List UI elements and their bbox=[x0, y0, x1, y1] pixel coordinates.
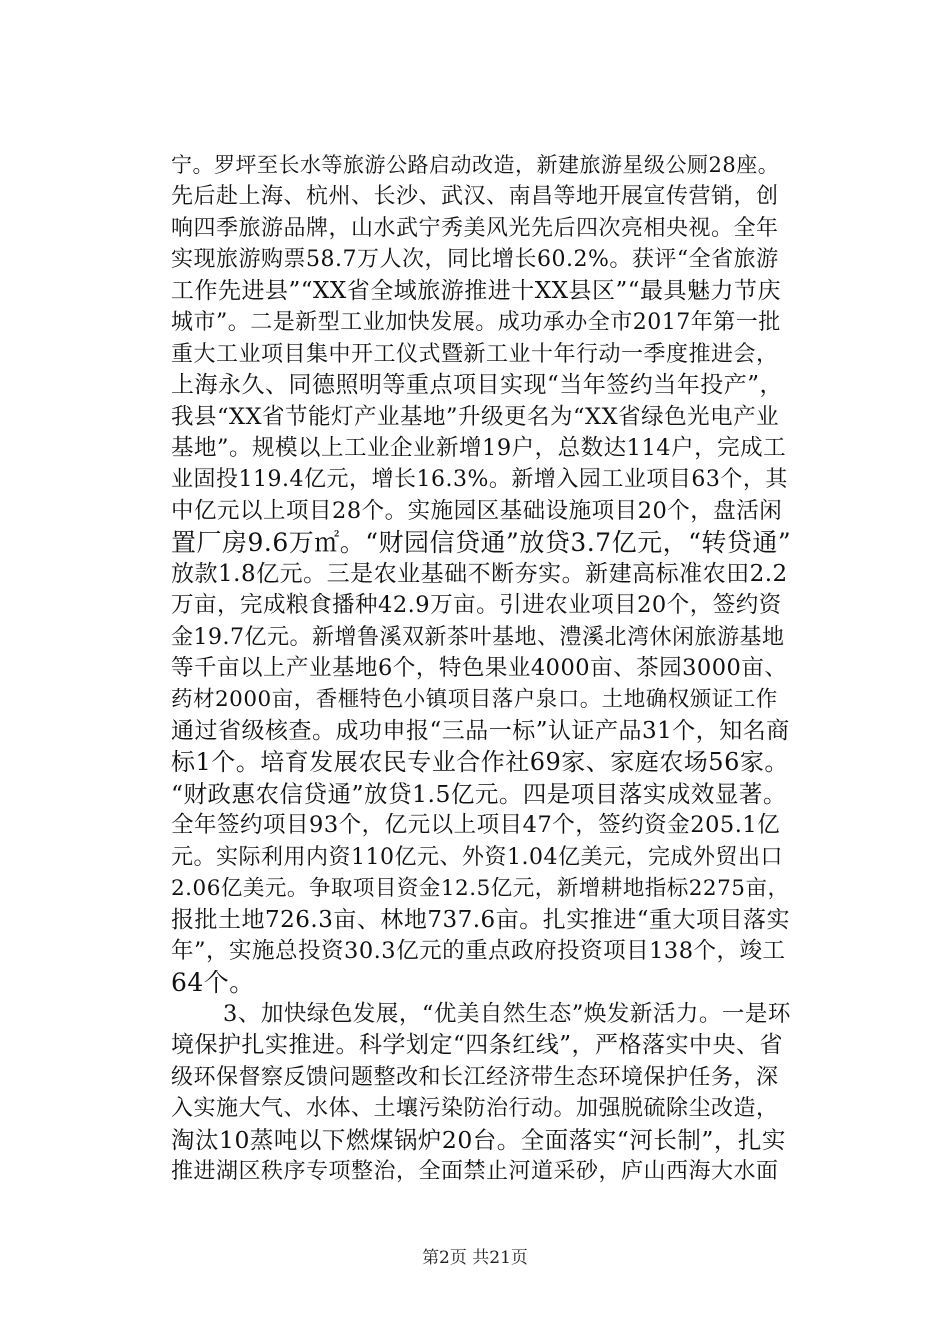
text-line: 放款1.8亿元。三是农业基础不断夯实。新建高标准农田2.2 bbox=[171, 560, 788, 587]
text-line: 标1个。培育发展农民专业合作社69家、家庭农场56家。 bbox=[171, 748, 789, 777]
text-line: 工作先进县”“XX省全域旅游推进十XX县区”“最具魅力节庆 bbox=[171, 277, 782, 304]
text-line: 3、加快绿色发展，“优美自然生态”焕发新活力。一是环 bbox=[223, 1000, 791, 1027]
text-line: 2.06亿美元。争取项目资金12.5亿元，新增耕地指标2275亩， bbox=[171, 876, 790, 902]
text-line: 宁。罗坪至长水等旅游公路启动改造，新建旅游星级公厕28座。 bbox=[171, 153, 780, 177]
text-line: 淘汰10蒸吨以下燃煤锅炉20台。全面落实“河长制”，扎实 bbox=[171, 1125, 786, 1154]
text-line: 年”，实施总投资30.3亿元的重点政府投资项目138个，竣工 bbox=[171, 937, 786, 964]
text-line: 金19.7亿元。新增鲁溪双新茶叶基地、澧溪北湾休闲旅游基地 bbox=[171, 624, 785, 650]
text-line: 万亩，完成粮食播种42.9万亩。引进农业项目20个，签约资 bbox=[171, 592, 782, 619]
text-line: 中亿元以上项目28个。实施园区基础设施项目20个，盘活闲 bbox=[171, 497, 783, 524]
text-line: 级环保督察反馈问题整改和长江经济带生态环境保护任务，深 bbox=[171, 1064, 779, 1090]
text-line: 药材2000亩，香榧特色小镇项目落户泉口。土地确权颁证工作 bbox=[171, 687, 778, 713]
text-line: “财政惠农信贷通”放贷1.5亿元。四是项目落实成效显著。 bbox=[171, 779, 787, 808]
text-line: 上海永久、同德照明等重点项目实现“当年签约当年投产”， bbox=[171, 372, 784, 399]
text-line: 元。实际利用内资110亿元、外资1.04亿美元，完成外贸出口 bbox=[171, 844, 783, 870]
page-footer: 第2页 共21页 bbox=[422, 1248, 528, 1268]
text-line: 响四季旅游品牌，山水武宁秀美风光先后四次亮相央视。全年 bbox=[171, 215, 779, 241]
text-line: 等千亩以上产业基地6个，特色果业4000亩、茶园3000亩、 bbox=[171, 655, 788, 681]
text-line: 业固投119.4亿元，增长16.3%。新增入园工业项目63个，其 bbox=[171, 467, 788, 493]
text-line: 推进湖区秩序专项整治，全面禁止河道采砂，庐山西海大水面 bbox=[171, 1159, 779, 1184]
text-line: 城市”。二是新型工业加快发展。成功承办全市2017年第一批 bbox=[171, 310, 781, 336]
text-line: 报批土地726.3亩、林地737.6亩。扎实推进“重大项目落实 bbox=[171, 906, 790, 933]
text-line: 全年签约项目93个，亿元以上项目47个，签约资金205.1亿 bbox=[171, 812, 781, 839]
text-line: 境保护扎实推进。科学划定“四条红线”，严格落实中央、省 bbox=[171, 1032, 784, 1059]
text-line: 重大工业项目集中开工仪式暨新工业十年行动一季度推进会， bbox=[171, 341, 779, 367]
text-line: 64个。 bbox=[171, 968, 255, 998]
text-line: 基地”。规模以上工业企业新增19户，总数达114户，完成工 bbox=[171, 434, 787, 461]
text-line: 实现旅游购票58.7万人次，同比增长60.2%。获评“全省旅游 bbox=[171, 247, 779, 273]
text-line: 通过省级核查。成功申报“三品一标”认证产品31个，知名商 bbox=[171, 717, 790, 744]
text-line: 置厂房9.6万㎡。“财园信贷通”放贷3.7亿元，“转贷通” bbox=[171, 528, 792, 558]
document-body bbox=[171, 150, 791, 1187]
text-line: 我县“XX省节能灯产业基地”升级更名为“XX省绿色光电产业 bbox=[171, 403, 780, 430]
text-line: 入实施大气、水体、土壤污染防治行动。加强脱硫除尘改造， bbox=[171, 1096, 779, 1122]
text-line: 先后赴上海、杭州、长沙、武汉、南昌等地开展宣传营销，创 bbox=[171, 184, 779, 210]
